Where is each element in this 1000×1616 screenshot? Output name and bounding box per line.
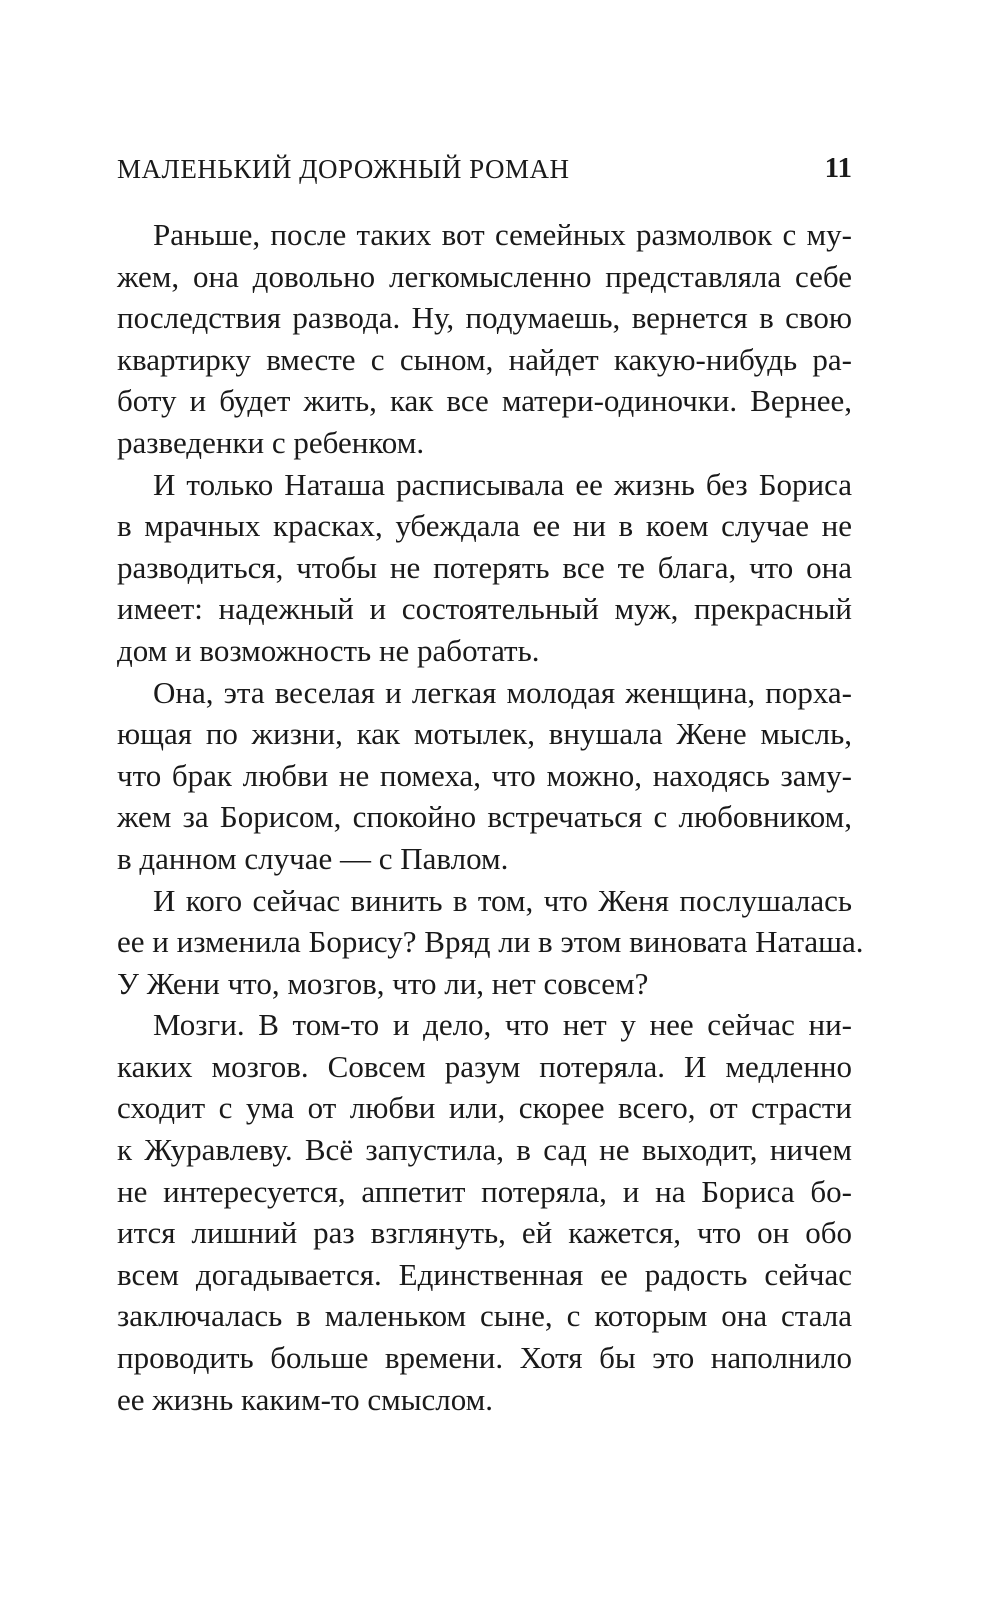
text-line: квартирку вместе с сыном, найдет какую-нибудь ра-: [117, 341, 852, 377]
text-line: У Жени что, мозгов, что ли, нет совсем?: [117, 965, 649, 1001]
text-line: не интересуется, аппетит потеряла, и на Бориса бо-: [117, 1173, 852, 1209]
paragraph: [117, 464, 852, 672]
text-line: И кого сейчас винить в том, что Женя послушалась: [153, 882, 852, 918]
text-line: дом и возможность не работать.: [117, 632, 540, 668]
paragraph: [117, 214, 852, 464]
paragraph: [117, 672, 852, 880]
text-line: И только Наташа расписывала ее жизнь без Бориса: [153, 466, 852, 502]
running-title: МАЛЕНЬКИЙ ДОРОЖНЫЙ РОМАН: [117, 154, 570, 184]
text-line: разводиться, чтобы не потерять все те блага, что она: [117, 549, 852, 585]
text-line: в мрачных красках, убеждала ее ни в коем случае не: [117, 508, 852, 544]
text-line: последствия развода. Ну, подумаешь, вернется в свою: [117, 300, 852, 336]
paragraph: [117, 880, 864, 1005]
text-line: боту и будет жить, как все матери-одиночки. Вернее,: [117, 383, 852, 419]
text-line: ится лишний раз взглянуть, ей кажется, что он обо: [117, 1215, 852, 1251]
text-line: сходит с ума от любви или, скорее всего, от страсти: [117, 1090, 852, 1126]
text-line: ющая по жизни, как мотылек, внушала Жене мысль,: [117, 716, 852, 752]
text-line: к Журавлеву. Всё запустила, в сад не выходит, ничем: [117, 1132, 852, 1168]
paragraph: [117, 1004, 852, 1420]
text-line: всем догадывается. Единственная ее радость сейчас: [117, 1256, 852, 1292]
text-line: жем за Борисом, спокойно встречаться с любовником,: [117, 799, 852, 835]
text-line: ее жизнь каким-то смыслом.: [117, 1381, 494, 1417]
text-line: ее и изменила Борису? Вряд ли в этом виновата Наташа.: [117, 924, 864, 960]
body-text: [117, 214, 864, 1420]
text-line: разведенки с ребенком.: [117, 424, 425, 460]
text-line: заключалась в маленьком сыне, с которым она стала: [117, 1298, 852, 1334]
text-line: имеет: надежный и состоятельный муж, прекрасный: [117, 591, 852, 627]
text-line: Она, эта веселая и легкая молодая женщина, порха-: [153, 674, 852, 710]
text-line: Раньше, после таких вот семейных размолвок с му-: [153, 217, 852, 252]
text-line: каких мозгов. Совсем разум потеряла. И медленно: [117, 1048, 852, 1084]
text-line: Мозги. В том-то и дело, что нет у нее сейчас ни-: [153, 1007, 852, 1043]
text-line: жем, она довольно легкомысленно представляла себе: [117, 258, 852, 294]
text-line: в данном случае — с Павлом.: [117, 840, 509, 876]
text-line: проводить больше времени. Хотя бы это наполнило: [117, 1340, 852, 1376]
page-number: 11: [824, 152, 852, 184]
text-line: что брак любви не помеха, что можно, находясь заму-: [117, 757, 852, 793]
